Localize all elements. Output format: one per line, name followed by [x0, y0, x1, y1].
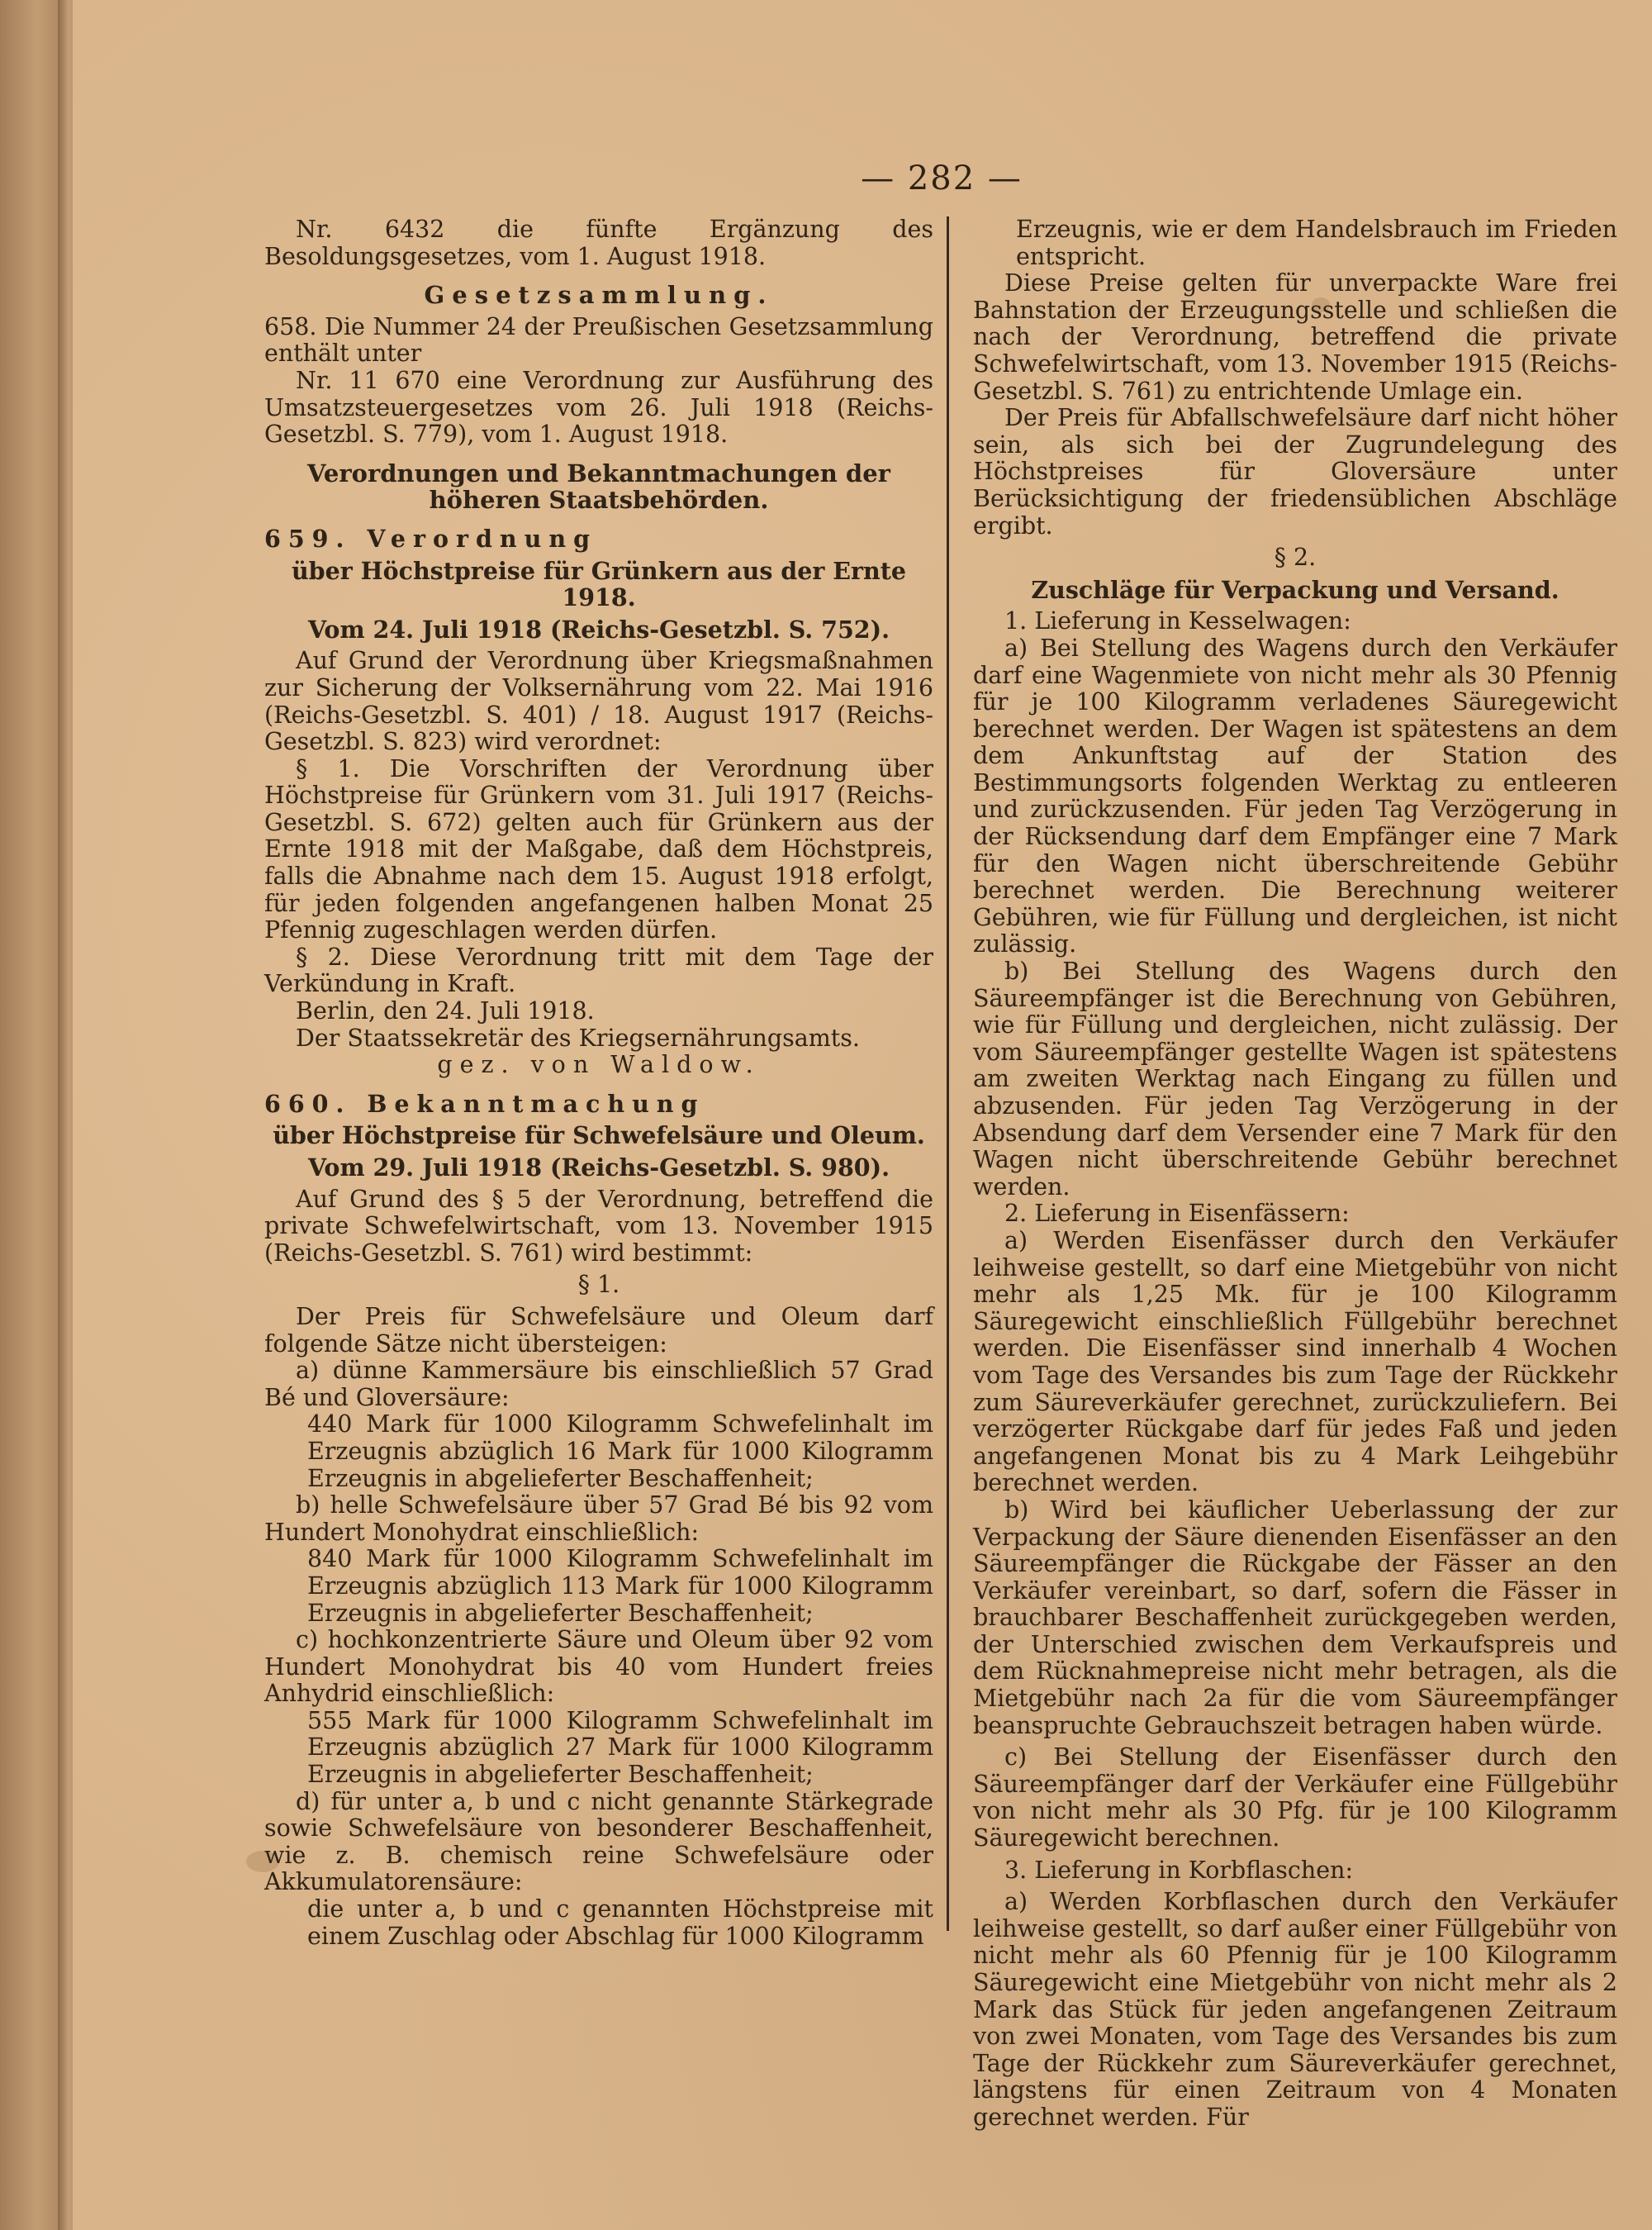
paragraph: Auf Grund des § 5 der Verordnung, betreffend die private Schwefelwirtschaft, vom 13. November 1915 (Reichs-Gesetzbl. S. 761) wird bestimmt:	[264, 1185, 933, 1267]
subsection-heading: 1. Lieferung in Kesselwagen:	[1004, 607, 1351, 635]
list-item: a) Werden Korbflaschen durch den Verkäufer leihweise gestellt, so darf außer einer Füllgebühr von nicht mehr als 60 Pfennig für je 100 Kilogramm Säuregewicht eine Mietgebühr von nicht mehr als 2 Mark das Stück für jeden angefangenen Zeitraum von zwei Monaten, vom Tage des Versandes bis zum Tage der Rückkehr zum Säureverkäufer gerechnet, längstens für einen Zeitraum von 4 Monaten gerechnet werden. Für	[973, 1888, 1617, 2131]
item-title: über Höchstpreise für Schwefelsäure und Oleum.	[273, 1121, 925, 1150]
left-column	[264, 216, 933, 1950]
list-item: b) helle Schwefelsäure über 57 Grad Bé bis 92 vom Hundert Monohydrat einschließlich:	[264, 1491, 933, 1546]
page-number: — 282 —	[861, 159, 1023, 197]
paragraph: Der Preis für Schwefelsäure und Oleum darf folgende Sätze nicht übersteigen:	[264, 1302, 933, 1357]
paragraph: § 2. Diese Verordnung tritt mit dem Tage der Verkündung in Kraft.	[264, 943, 933, 998]
list-item: b) Bei Stellung des Wagens durch den Säureempfänger ist die Berechnung von Gebühren, wie für Füllung und dergleichen, nicht zulässig. Der vom Säureempfänger gestellte Wagen ist spätestens am zweiten Werktag nach Eingang zu füllen und abzusenden. Für jeden Tag Verzögerung in der Absendung darf dem Versender eine 7 Mark für den Wagen nicht überschreitende Gebühr berechnet werden.	[973, 958, 1617, 1201]
item-heading: 659. Verordnung	[264, 524, 598, 553]
section-heading: Zuschläge für Verpackung und Versand.	[1031, 575, 1559, 604]
list-item-detail: 555 Mark für 1000 Kilogramm Schwefelinhalt im Erzeugnis abzüglich 27 Mark für 1000 Kilogramm Erzeugnis in abgelieferter Beschaffenheit;	[307, 1706, 933, 1789]
item-title: über Höchstpreise für Grünkern aus der Ernte 1918.	[291, 556, 907, 612]
list-item: c) hochkonzentrierte Säure und Oleum über 92 vom Hundert Monohydrat bis 40 vom Hundert freies Anhydrid einschließlich:	[264, 1626, 933, 1708]
signature-name: gez. von Waldow.	[437, 1051, 761, 1079]
item-heading: 660. Bekanntmachung	[264, 1089, 705, 1118]
paragraph: Der Preis für Abfallschwefelsäure darf nicht höher sein, als sich bei der Zugrundelegung des Höchstpreises für Gloversäure unter Berücksichtigung der friedensüblichen Abschläge ergibt.	[973, 404, 1617, 540]
list-item: c) Bei Stellung der Eisenfässer durch den Säureempfänger darf der Verkäufer eine Füllgebühr von nicht mehr als 30 Pfg. für je 100 Kilogramm Säuregewicht berechnen.	[973, 1743, 1617, 1852]
list-item: d) für unter a, b und c nicht genannte Stärkegrade sowie Schwefelsäure von besonderer Beschaffenheit, wie z. B. chemisch reine Schwefelsäure oder Akkumulatorensäure:	[264, 1787, 933, 1896]
item-date: Vom 24. Juli 1918 (Reichs-Gesetzbl. S. 752).	[307, 615, 890, 644]
signature-date: Berlin, den 24. Juli 1918.	[296, 997, 595, 1025]
paragraph: Nr. 6432 die fünfte Ergänzung des Besoldungsgesetzes, vom 1. August 1918.	[264, 216, 933, 270]
paragraph: Nr. 11 670 eine Verordnung zur Ausführung des Umsatzsteuergesetzes vom 26. Juli 1918 (Reichs-Gesetzbl. S. 779), vom 1. August 1918.	[264, 366, 933, 449]
paragraph-marker: § 1.	[577, 1271, 620, 1299]
list-item: a) Bei Stellung des Wagens durch den Verkäufer darf eine Wagenmiete von nicht mehr als 30 Pfennig für je 100 Kilogramm verladenes Säuregewicht berechnet werden. Der Wagen ist spätestens an dem dem Ankunftstag auf der Station des Bestimmungsorts folgenden Werktag zu entleeren und zurückzusenden. Für jeden Tag Verzögerung in der Rücksendung darf dem Empfänger eine 7 Mark für den Wagen nicht überschreitende Gebühr berechnet werden. Die Berechnung weiterer Gebühren, wie für Füllung und dergleichen, ist nicht zulässig.	[973, 634, 1617, 958]
paragraph: 658. Die Nummer 24 der Preußischen Gesetzsammlung enthält unter	[264, 312, 933, 368]
paragraph: Diese Preise gelten für unverpackte Ware frei Bahnstation der Erzeugungsstelle und schließen die nach der Verordnung, betreffend die private Schwefelwirtschaft, vom 13. November 1915 (Reichs-Gesetzbl. S. 761) zu entrichtende Umlage ein.	[973, 269, 1617, 405]
section-heading: Verordnungen und Bekanntmachungen der höheren Staatsbehörden.	[307, 459, 890, 515]
paragraph: Auf Grund der Verordnung über Kriegsmaßnahmen zur Sicherung der Volksernährung vom 22. Mai 1916 (Reichs-Gesetzbl. S. 401) / 18. August 1917 (Reichs-Gesetzbl. S. 823) wird verordnet:	[264, 647, 933, 756]
list-item: b) Wird bei käuflicher Ueberlassung der zur Verpackung der Säure dienenden Eisenfässer an den Säureempfänger die Rückgabe der Fässer an den Verkäufer vereinbart, so darf, sofern die Fässer in brauchbarer Beschaffenheit zurückgegeben werden, der Unterschied zwischen dem Verkaufspreis und dem Rücknahmepreise nicht mehr betragen, als die Mietgebühr nach 2a für die vom Säureempfänger beanspruchte Gebrauchszeit betragen haben würde.	[973, 1495, 1617, 1739]
section-heading: Gesetzsammlung.	[424, 281, 774, 310]
subsection-heading: 3. Lieferung in Korbflaschen:	[1004, 1856, 1354, 1884]
paragraph: Erzeugnis, wie er dem Handelsbrauch im Frieden entspricht.	[1016, 216, 1617, 270]
list-item-detail: 840 Mark für 1000 Kilogramm Schwefelinhalt im Erzeugnis abzüglich 113 Mark für 1000 Kilogramm Erzeugnis in abgelieferter Beschaffenheit;	[307, 1545, 933, 1627]
paragraph: § 1. Die Vorschriften der Verordnung über Höchstpreise für Grünkern vom 31. Juli 1917 (Reichs-Gesetzbl. S. 672) gelten auch für Grünkern aus der Ernte 1918 mit der Maßgabe, daß dem Höchstpreis, falls die Abnahme nach dem 15. August 1918 erfolgt, für jeden folgenden angefangenen halben Monat 25 Pfennig zugeschlagen werden dürfen.	[264, 754, 933, 944]
list-item: a) Werden Eisenfässer durch den Verkäufer leihweise gestellt, so darf eine Mietgebühr von nicht mehr als 1,25 Mk. für je 100 Kilogramm Säuregewicht einschließlich Füllgebühr berechnet werden. Die Eisenfässer sind innerhalb 4 Wochen vom Tage des Versandes bis zum Tage der Rückkehr zum Säureverkäufer gerechnet, zurückzuliefern. Bei verzögerter Rückgabe darf für jedes Faß und jeden angefangenen Monat bis zu 4 Mark Leihgebühr berechnet werden.	[973, 1226, 1617, 1497]
paragraph-marker: § 2.	[1274, 544, 1317, 572]
list-item: a) dünne Kammersäure bis einschließlich 57 Grad Bé und Gloversäure:	[264, 1357, 933, 1411]
subsection-heading: 2. Lieferung in Eisenfässern:	[1004, 1200, 1350, 1228]
list-item-detail: 440 Mark für 1000 Kilogramm Schwefelinhalt im Erzeugnis abzüglich 16 Mark für 1000 Kilogramm Erzeugnis in abgelieferter Beschaffenheit;	[307, 1410, 933, 1492]
list-item-detail: die unter a, b und c genannten Höchstpreise mit einem Zuschlag oder Abschlag für 1000 Kilogramm	[307, 1895, 933, 1950]
item-date: Vom 29. Juli 1918 (Reichs-Gesetzbl. S. 980).	[307, 1153, 890, 1182]
right-column	[973, 216, 1617, 2132]
signature-title: Der Staatssekretär des Kriegsernährungsamts.	[296, 1024, 860, 1052]
column-divider	[947, 216, 949, 1931]
